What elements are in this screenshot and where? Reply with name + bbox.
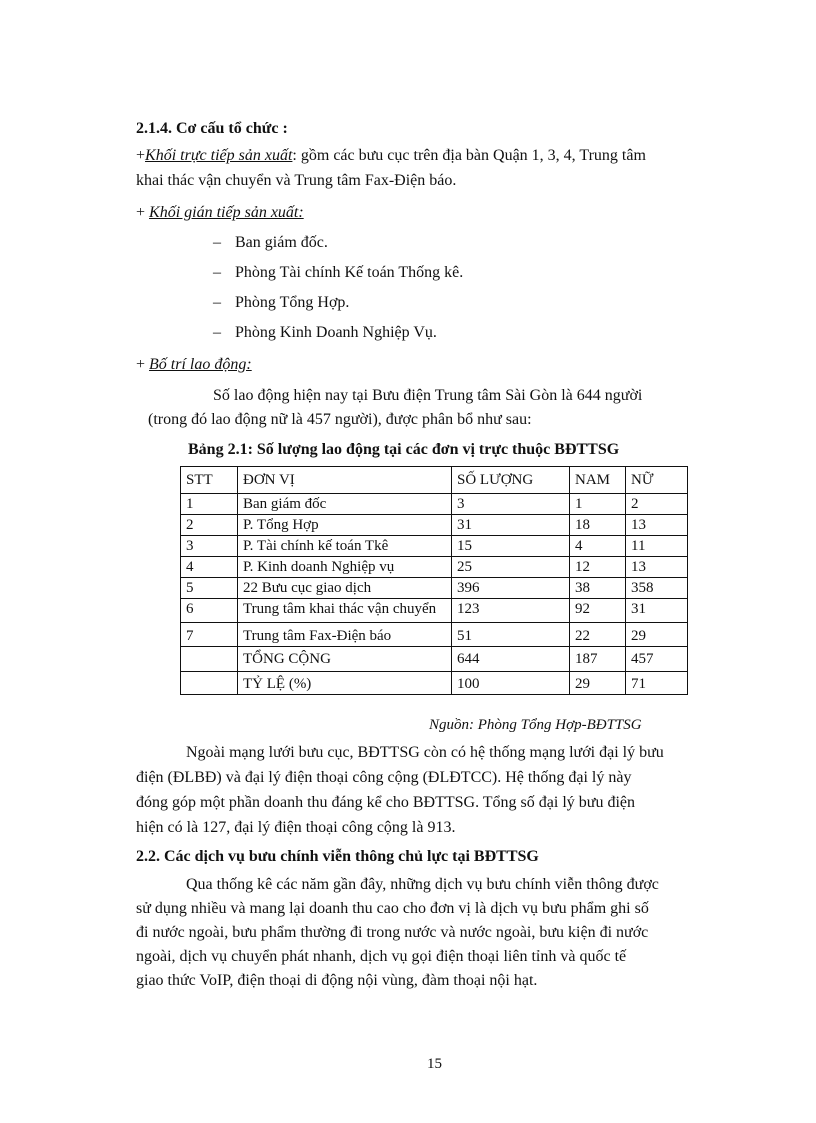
table-header-row [181, 467, 688, 494]
table-row-total [181, 647, 688, 672]
cell-unit: P. Tài chính kế toán Tkê [238, 536, 452, 557]
cell-female: 29 [626, 623, 688, 647]
cell-quantity: 15 [452, 536, 570, 557]
header-stt: STT [181, 467, 238, 494]
table-row [181, 515, 688, 536]
indirect-production-label: Khối gián tiếp sản xuất: [149, 204, 304, 221]
direct-production-text: : gồm các bưu cục trên địa bàn Quận 1, 3, 4, Trung tâm [292, 147, 646, 164]
dash-bullet: – [213, 234, 221, 251]
dash-bullet: – [213, 294, 221, 311]
cell-quantity: 123 [452, 599, 570, 623]
cell-unit: 22 Bưu cục giao dịch [238, 578, 452, 599]
cell-male: 4 [570, 536, 626, 557]
services-paragraph-line: đi nước ngoài, bưu phẩm thường đi trong nước và nước ngoài, bưu kiện đi nước [136, 924, 649, 941]
indirect-prefix: + [136, 204, 150, 221]
cell-stt [181, 672, 238, 695]
list-item [213, 324, 437, 342]
cell-male: 12 [570, 557, 626, 578]
agents-paragraph-line: hiện có là 127, đại lý điện thoại công cộng là 913. [136, 819, 456, 836]
cell-stt: 1 [181, 494, 238, 515]
cell-quantity: 31 [452, 515, 570, 536]
list-item-text: Phòng Tổng Hợp. [235, 294, 350, 311]
table-source-note: Nguồn: Phòng Tổng Hợp-BĐTTSG [429, 717, 642, 733]
agents-paragraph-line: Ngoài mạng lưới bưu cục, BĐTTSG còn có hệ thống mạng lưới đại lý bưu [186, 744, 664, 761]
cell-unit: P. Kinh doanh Nghiệp vụ [238, 557, 452, 578]
table-row-ratio [181, 672, 688, 695]
table-row [181, 599, 688, 623]
cell-female: 13 [626, 515, 688, 536]
cell-male: 29 [570, 672, 626, 695]
cell-female: 11 [626, 536, 688, 557]
cell-stt: 7 [181, 623, 238, 647]
section-heading-2-1-4: 2.1.4. Cơ cấu tổ chức : [136, 120, 288, 137]
services-paragraph-line: sử dụng nhiều và mang lại doanh thu cao cho đơn vị là dịch vụ bưu phẩm ghi số [136, 900, 649, 917]
cell-male: 18 [570, 515, 626, 536]
agents-paragraph-line: điện (ĐLBĐ) và đại lý điện thoại công cộng (ĐLĐTCC). Hệ thống đại lý này [136, 769, 632, 786]
direct-production-label: Khối trực tiếp sản xuất [145, 147, 293, 164]
labor-text-line-2: (trong đó lao động nữ là 457 người), được phân bổ như sau: [148, 411, 532, 428]
cell-quantity: 396 [452, 578, 570, 599]
dash-bullet: – [213, 264, 221, 281]
cell-female: 13 [626, 557, 688, 578]
labor-prefix: + [136, 356, 150, 373]
cell-quantity: 100 [452, 672, 570, 695]
cell-female: 2 [626, 494, 688, 515]
labor-text-line-1: Số lao động hiện nay tại Bưu điện Trung tâm Sài Gòn là 644 người [213, 387, 643, 404]
services-paragraph-line: Qua thống kê các năm gần đây, những dịch vụ bưu chính viễn thông được [186, 876, 659, 893]
header-quantity: SỐ LƯỢNG [452, 467, 570, 494]
section-heading-2-2: 2.2. Các dịch vụ bưu chính viễn thông chủ lực tại BĐTTSG [136, 848, 539, 865]
cell-stt: 2 [181, 515, 238, 536]
header-female: NỮ [626, 467, 688, 494]
list-item-text: Ban giám đốc. [235, 234, 328, 251]
cell-female: 31 [626, 599, 688, 623]
list-item [213, 294, 349, 312]
cell-male: 22 [570, 623, 626, 647]
page-number: 15 [427, 1056, 442, 1072]
list-item-text: Phòng Tài chính Kế toán Thống kê. [235, 264, 464, 281]
cell-male: 38 [570, 578, 626, 599]
list-item-text: Phòng Kinh Doanh Nghiệp Vụ. [235, 324, 437, 341]
cell-stt [181, 647, 238, 672]
cell-female: 358 [626, 578, 688, 599]
cell-quantity: 644 [452, 647, 570, 672]
indirect-production-line [136, 204, 304, 222]
table-caption: Bảng 2.1: Số lượng lao động tại các đơn vị trực thuộc BĐTTSG [188, 441, 620, 458]
table-row [181, 623, 688, 647]
cell-quantity: 3 [452, 494, 570, 515]
cell-quantity: 51 [452, 623, 570, 647]
cell-male: 1 [570, 494, 626, 515]
header-unit: ĐƠN VỊ [238, 467, 452, 494]
cell-unit: P. Tổng Hợp [238, 515, 452, 536]
labor-allocation-label: Bố trí lao động: [149, 356, 252, 373]
direct-prefix: + [136, 147, 146, 164]
cell-quantity: 25 [452, 557, 570, 578]
agents-paragraph-line: đóng góp một phần doanh thu đáng kể cho BĐTTSG. Tổng số đại lý bưu điện [136, 794, 635, 811]
list-item [213, 264, 463, 282]
table-row [181, 578, 688, 599]
cell-unit: TỔNG CỘNG [238, 647, 452, 672]
table-row [181, 494, 688, 515]
cell-female: 71 [626, 672, 688, 695]
cell-male: 92 [570, 599, 626, 623]
cell-male: 187 [570, 647, 626, 672]
cell-unit: Trung tâm Fax-Điện báo [238, 623, 452, 647]
direct-production-line [136, 147, 646, 165]
cell-stt: 3 [181, 536, 238, 557]
cell-female: 457 [626, 647, 688, 672]
list-item [213, 234, 328, 252]
dash-bullet: – [213, 324, 221, 341]
cell-unit: Trung tâm khai thác vận chuyển [238, 599, 452, 623]
table-row [181, 557, 688, 578]
cell-unit: TỶ LỆ (%) [238, 672, 452, 695]
services-paragraph-line: ngoài, dịch vụ chuyển phát nhanh, dịch vụ gọi điện thoại liên tỉnh và quốc tế [136, 948, 627, 965]
labor-table [180, 466, 688, 695]
header-male: NAM [570, 467, 626, 494]
direct-production-line-2: khai thác vận chuyển và Trung tâm Fax-Điện báo. [136, 172, 457, 189]
table-row [181, 536, 688, 557]
cell-unit: Ban giám đốc [238, 494, 452, 515]
services-paragraph-line: giao thức VoIP, điện thoại di động nội vùng, đàm thoại nội hạt. [136, 972, 538, 989]
cell-stt: 6 [181, 599, 238, 623]
cell-stt: 5 [181, 578, 238, 599]
cell-stt: 4 [181, 557, 238, 578]
labor-allocation-line [136, 356, 252, 374]
